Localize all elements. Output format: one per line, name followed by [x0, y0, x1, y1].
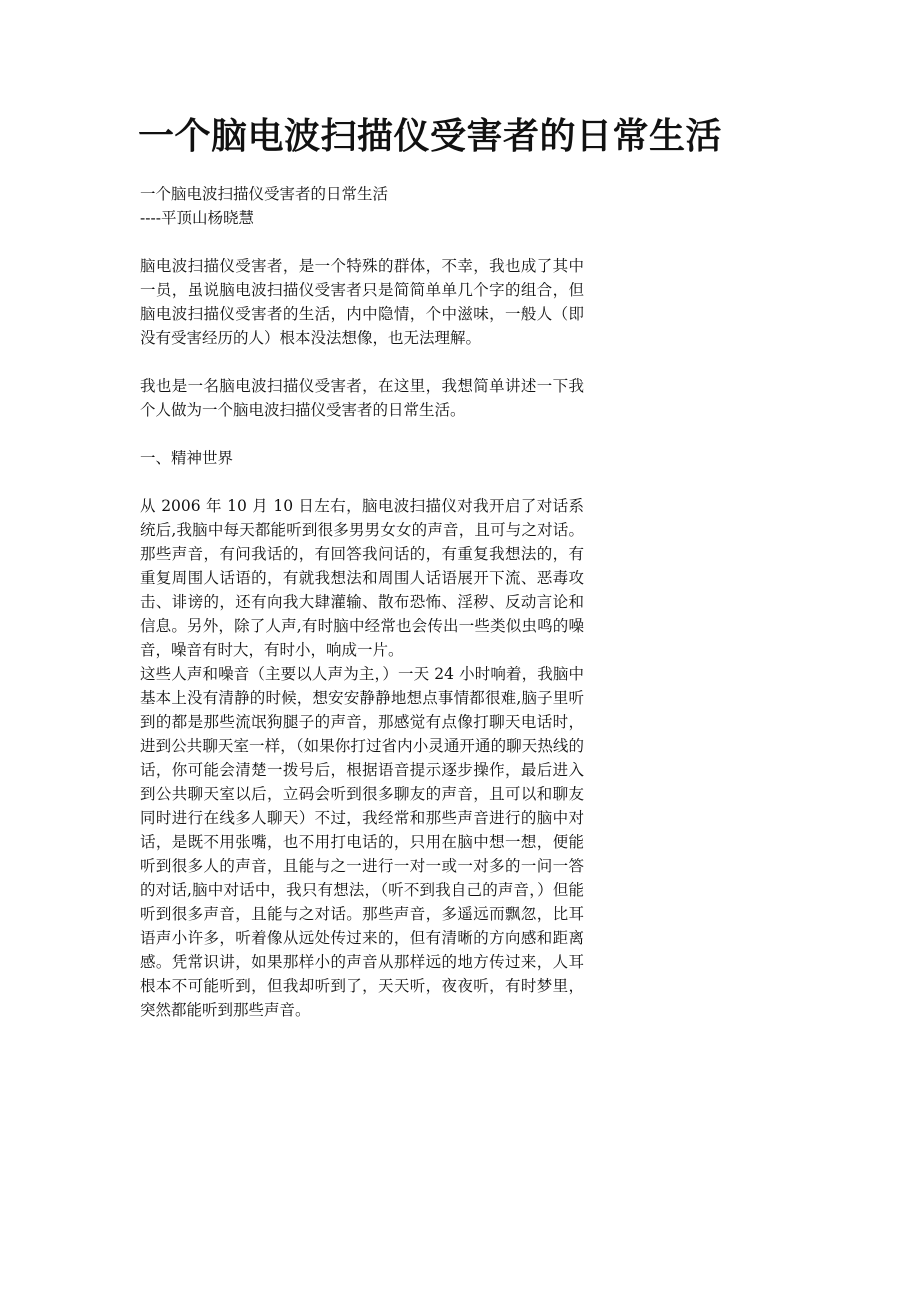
paragraph: 这些人声和噪音（主要以人声为主，）一天 24 小时响着，我脑中基本上没有清静的时候，想安安静静地想点事情都很难,脑子里听到的都是那些流氓狗腿子的声音，那感觉有点像打聊天电话时，进到公共聊天室一样，（如果你打过省内小灵通开通的聊天热线的话，你可能会清楚一拨号后，根据语音提示逐步操作，最后进入到公共聊天室以后，立码会听到很多聊友的声音，且可以和聊友同时进行在线多人聊天）不过，我经常和那些声音进行的脑中对话，是既不用张嘴，也不用打电话的，只用在脑中想一想，便能听到很多人的声音，且能与之一进行一对一或一对多的一问一答的对话,脑中对话中，我只有想法，（听不到我自己的声音，）但能听到很多声音，且能与之对话。那些声音，多遥远而飘忽，比耳语声小许多，听着像从远处传过来的，但有清晰的方向感和距离感。凭常识讲，如果那样小的声音从那样远的地方传过来，人耳根本不可能听到，但我却听到了，天天听，夜夜听，有时梦里，突然都能听到那些声音。: [140, 665, 584, 1019]
paragraph: 从 2006 年 10 月 10 日左右，脑电波扫描仪对我开启了对话系统后,我脑中每天都能听到很多男男女女的声音，且可与之对话。那些声音，有问我话的，有回答我问话的，有重复我想法的，有重复周围人话语的，有就我想法和周围人话语展开下流、恶毒攻击、诽谤的，还有向我大肆灌输、散布恐怖、淫秽、反动言论和信息。另外，除了人声,有时脑中经常也会传出一些类似虫鸣的噪音，噪音有时大，有时小，响成一片。: [140, 497, 584, 659]
document-title: 一个脑电波扫描仪受害者的日常生活: [138, 116, 723, 157]
author-line: ----平顶山杨晓慧: [140, 209, 254, 227]
paragraph: 脑电波扫描仪受害者，是一个特殊的群体，不幸，我也成了其中一员，虽说脑电波扫描仪受害者只是简简单单几个字的组合，但脑电波扫描仪受害者的生活，内中隐情，个中滋味，一般人（即没有受害经历的人）根本没法想像，也无法理解。: [140, 257, 584, 347]
paragraph: 我也是一名脑电波扫描仪受害者，在这里，我想简单讲述一下我个人做为一个脑电波扫描仪受害者的日常生活。: [140, 377, 584, 419]
section-heading: 一、精神世界: [140, 449, 234, 467]
document-body: [140, 182, 584, 1022]
subtitle-line: 一个脑电波扫描仪受害者的日常生活: [140, 185, 389, 203]
